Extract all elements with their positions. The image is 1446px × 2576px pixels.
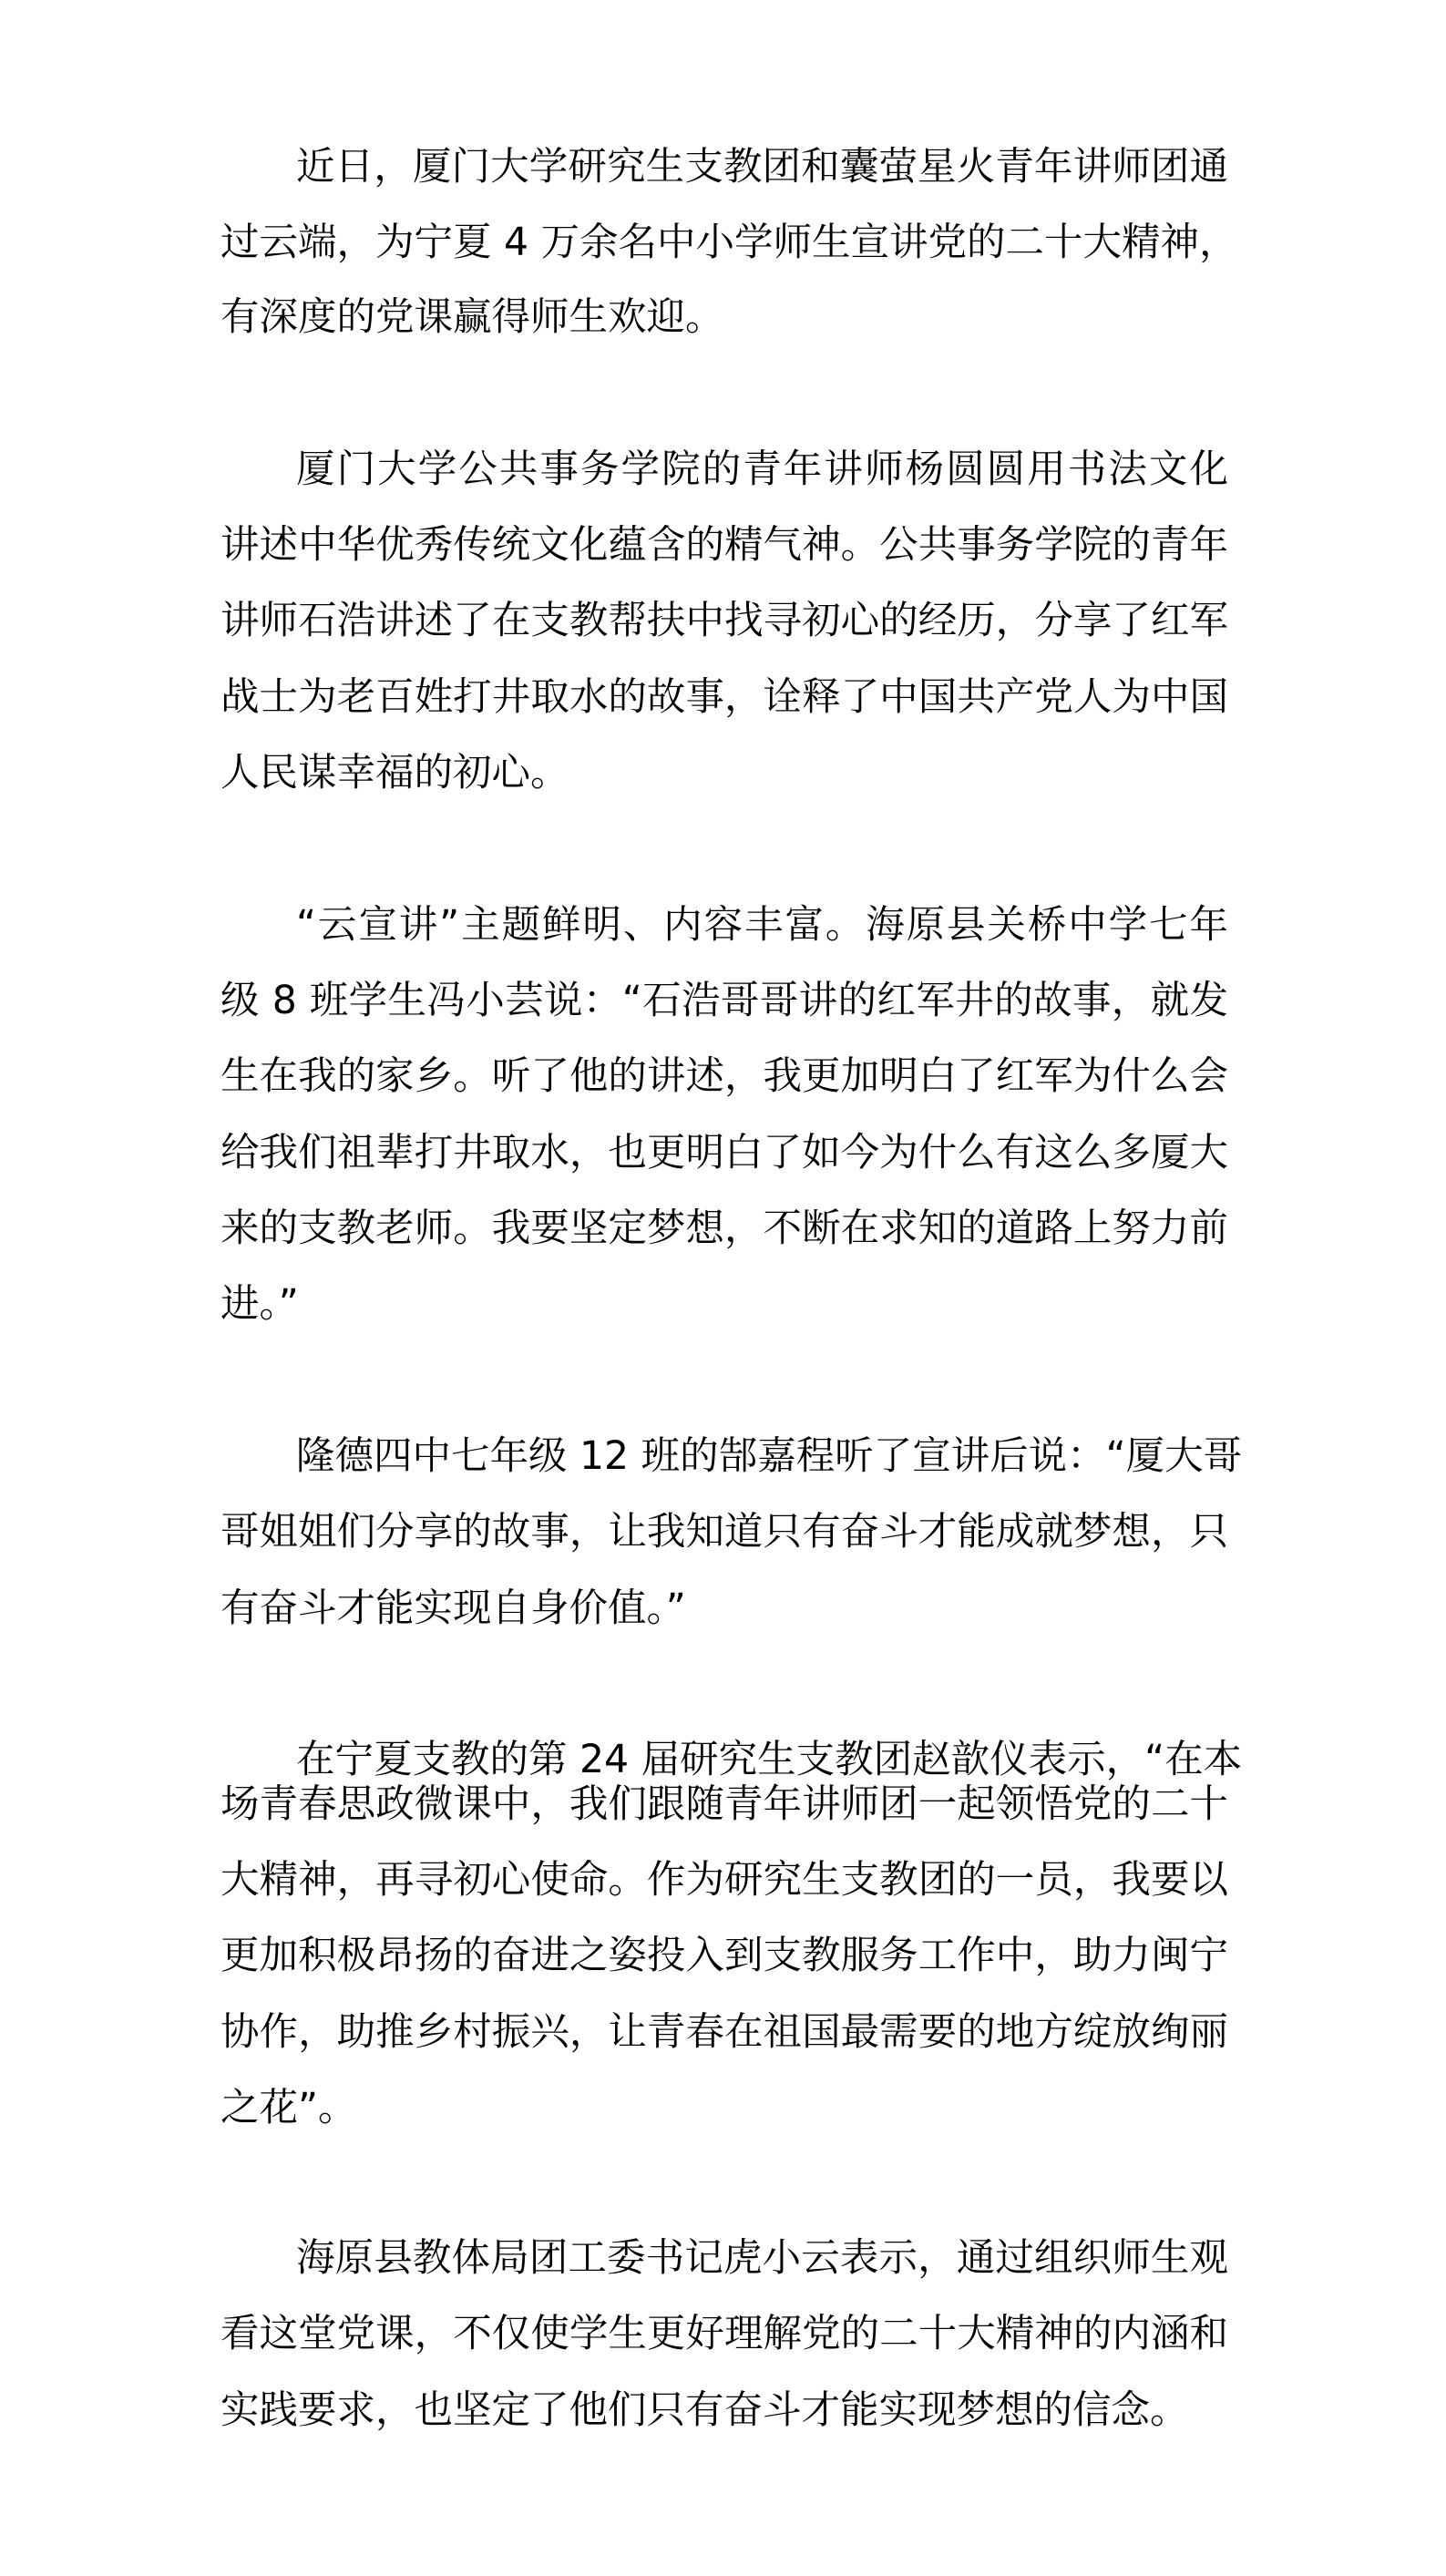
paragraph-line: 更加积极昂扬的奋进之姿投入到支教服务工作中，助力闽宁 [220, 1934, 1228, 1978]
paragraph-line: 生在我的家乡。听了他的讲述，我更加明白了红军为什么会 [220, 1054, 1228, 1099]
paragraph-line: 讲述中华优秀传统文化蕴含的精气神。公共事务学院的青年 [220, 523, 1228, 568]
paragraph-line: 给我们祖辈打井取水，也更明白了如今为什么有这么多厦大 [220, 1131, 1228, 1175]
paragraph-line: 讲师石浩讲述了在支教帮扶中找寻初心的经历，分享了红军 [220, 599, 1228, 643]
paragraph-line: 协作，助推乡村振兴，让青春在祖国最需要的地方绽放绚丽 [220, 2010, 1228, 2055]
paragraph-line: 海原县教体局团工委书记虎小云表示，通过组织师生观 [296, 2236, 1228, 2281]
paragraph-line: 实践要求，也坚定了他们只有奋斗才能实现梦想的信念。 [220, 2388, 1189, 2433]
paragraph-line: 大精神，再寻初心使命。作为研究生支教团的一员，我要以 [220, 1858, 1228, 1903]
paragraph-line: 有奋斗才能实现自身价值。” [220, 1586, 686, 1631]
paragraph-line: 哥姐姐们分享的故事，让我知道只有奋斗才能成就梦想，只 [220, 1510, 1228, 1555]
paragraph-line: 战士为老百姓打井取水的故事，诠释了中国共产党人为中国 [220, 675, 1228, 720]
paragraph-line: 来的支教老师。我要坚定梦想，不断在求知的道路上努力前 [220, 1206, 1228, 1251]
paragraph-line: 在宁夏支教的第 24 届研究生支教团赵歆仪表示，“在本 [296, 1738, 1243, 1782]
paragraph-line: 隆德四中七年级 12 班的郜嘉程听了宣讲后说：“厦大哥 [296, 1434, 1243, 1479]
paragraph-line: 进。” [220, 1282, 299, 1327]
paragraph-line: 人民谋幸福的初心。 [220, 751, 569, 795]
paragraph-line: 场青春思政微课中，我们跟随青年讲师团一起领悟党的二十 [220, 1782, 1228, 1827]
paragraph-line: 看这堂党课，不仅使学生更好理解党的二十大精神的内涵和 [220, 2312, 1228, 2356]
paragraph-line: 厦门大学公共事务学院的青年讲师杨圆圆用书法文化 [296, 447, 1228, 492]
paragraph-line: 级 8 班学生冯小芸说：“石浩哥哥讲的红军井的故事，就发 [220, 979, 1228, 1023]
paragraph-line: 近日，厦门大学研究生支教团和囊萤星火青年讲师团通 [296, 145, 1228, 190]
paragraph-line: 过云端，为宁夏 4 万余名中小学师生宣讲党的二十大精神， [220, 221, 1238, 265]
paragraph-line: 有深度的党课赢得师生欢迎。 [220, 295, 724, 340]
paragraph-line: “云宣讲”主题鲜明、内容丰富。海原县关桥中学七年 [296, 903, 1228, 948]
paragraph-line: 之花”。 [220, 2086, 357, 2130]
